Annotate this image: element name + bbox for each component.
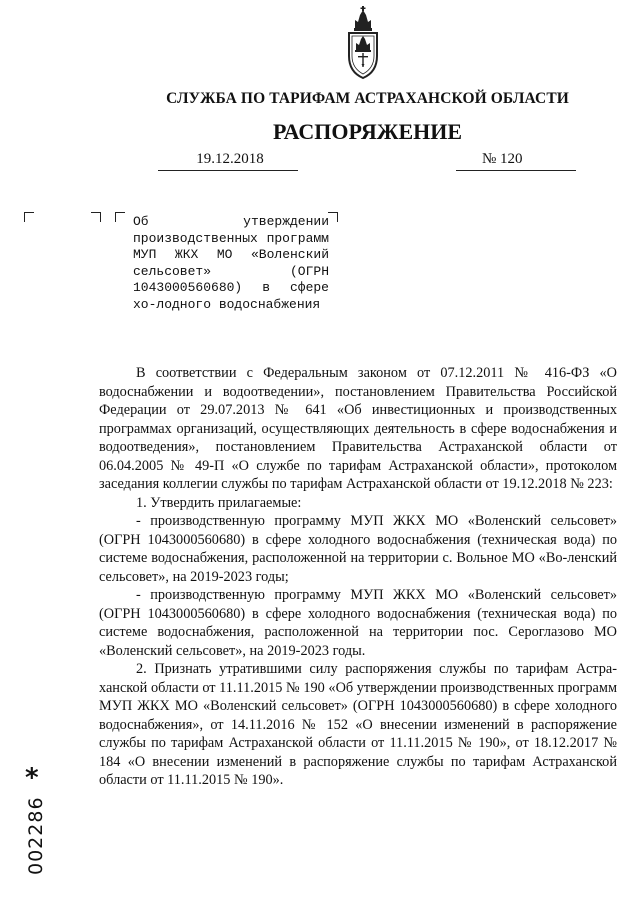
registration-mark: * bbox=[25, 763, 39, 793]
body-paragraph: 2. Признать утратившими силу распоряжения службы по тарифам Астра-ханской области от 11.11.2015 № 190 «Об утверждении производственных программ МУП ЖКХ МО «Воленский сельсовет» (ОГРН 1043000560680) в сфере холодного водоснабжения», от 14.11.2016 № 152 «О внесении изменений в распоряжение службы по тарифам Астраханской области от 11.11.2015 № 190», от 18.12.2017 № 184 «О внесении изменений в распоряжение службы по тарифам Астраханской области от 11.11.2015 № 190». bbox=[99, 661, 617, 788]
document-subject bbox=[133, 214, 329, 314]
subject-text: Об утверждении производственных программ МУП ЖКХ МО «Воленский сельсовет» (ОГРН 1043000560680) в сфере хо-лодного водоснабжения bbox=[133, 214, 329, 312]
coat-of-arms-icon bbox=[343, 6, 383, 80]
number-underline bbox=[456, 170, 576, 171]
document-date: 19.12.2018 bbox=[196, 151, 264, 167]
document-body bbox=[99, 364, 617, 790]
registration-serial-number: 002286 bbox=[25, 796, 47, 875]
agency-title: СЛУЖБА ПО ТАРИФАМ АСТРАХАНСКОЙ ОБЛАСТИ bbox=[166, 90, 569, 107]
margin-corner-mark bbox=[91, 212, 101, 222]
body-paragraph: В соответствии с Федеральным законом от 07.12.2011 № 416-ФЗ «О водоснабжении и водоотведении», постановлением Правительства Российской Федерации от 29.07.2013 № 641 «Об инвестиционных и производственных программах организаций, осуществляющих деятельность в сфере водоснабжения и водоотведения», постановлением Правительства Астраханской области от 06.04.2005 № 49-П «О службе по тарифам Астраханской области», протоколом заседания коллегии службы по тарифам Астраханской области от 19.12.2018 № 223: bbox=[99, 365, 617, 492]
body-paragraph: - производственную программу МУП ЖКХ МО «Воленский сельсовет» (ОГРН 1043000560680) в сфере холодного водоснабжения (техническая вода) по системе водоснабжения, расположенной на территории пос. Сероглазово МО «Воленский сельсовет», на 2019-2023 годы. bbox=[99, 587, 617, 659]
margin-corner-mark bbox=[24, 212, 34, 222]
document-number: № 120 bbox=[482, 151, 523, 167]
body-paragraph: 1. Утвердить прилагаемые: bbox=[136, 494, 302, 511]
body-paragraph: - производственную программу МУП ЖКХ МО «Воленский сельсовет» (ОГРН 1043000560680) в сфере холодного водоснабжения (техническая вода) по системе водоснабжения, расположенной на территории с. Вольное МО «Во-ленский сельсовет», на 2019-2023 годы; bbox=[99, 513, 617, 585]
date-underline bbox=[158, 170, 298, 171]
document-type-title: РАСПОРЯЖЕНИЕ bbox=[272, 119, 463, 144]
subject-corner-mark bbox=[115, 212, 125, 222]
subject-corner-mark bbox=[328, 212, 338, 222]
